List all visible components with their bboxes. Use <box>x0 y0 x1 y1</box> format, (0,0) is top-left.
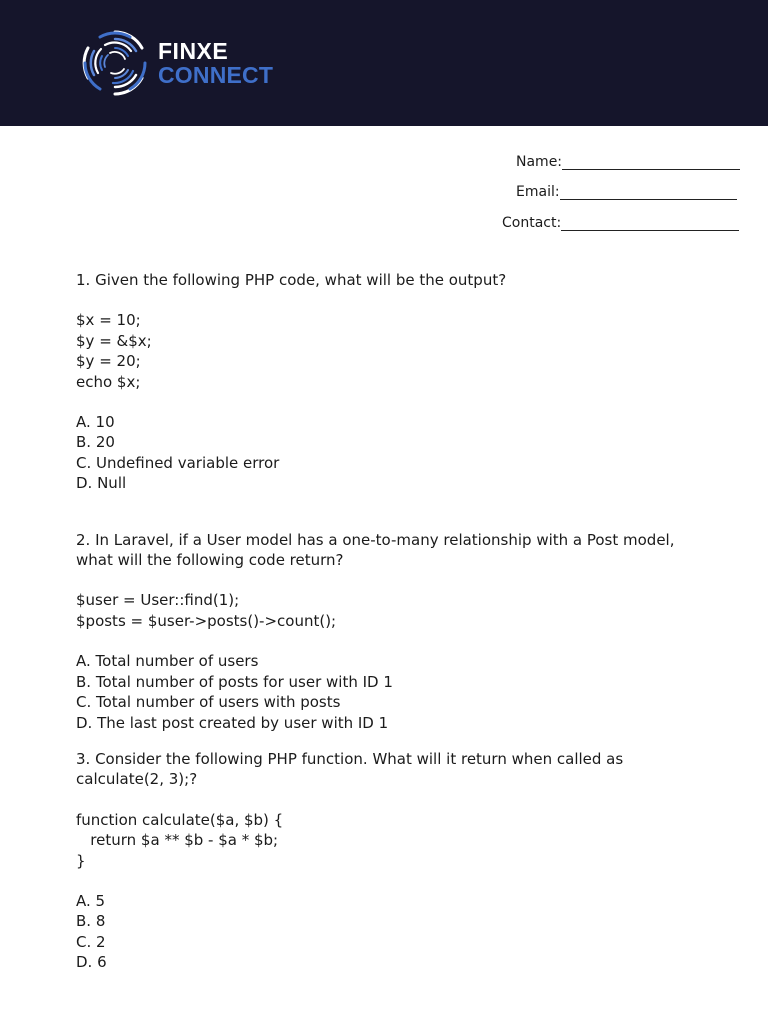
question-3 <box>76 749 696 973</box>
answer-option: C. 2 <box>76 932 106 951</box>
brand-line2: CONNECT <box>158 61 274 88</box>
answer-option: A. Total number of users <box>76 652 259 671</box>
question-prompt: 2. In Laravel, if a User model has a one-to-many relationship with a Post model, what will the following code return? <box>76 530 675 570</box>
answer-option: D. The last post created by user with ID 1 <box>76 713 389 732</box>
code-line: $posts = $user->posts()->count(); <box>76 611 337 630</box>
answer-option: B. 20 <box>76 433 115 452</box>
code-line: function calculate($a, $b) { <box>76 810 284 829</box>
answer-option: C. Total number of users with posts <box>76 693 341 712</box>
quiz-content <box>76 270 696 973</box>
code-line: $x = 10; <box>76 311 141 330</box>
contact-field-line[interactable] <box>561 216 739 231</box>
answer-option: D. Null <box>76 474 127 493</box>
question-prompt: 1. Given the following PHP code, what will be the output? <box>76 271 507 289</box>
contact-label: Contact: <box>502 215 562 231</box>
email-field-line[interactable] <box>560 185 737 200</box>
answer-option: C. Undefined variable error <box>76 453 280 472</box>
name-field-line[interactable] <box>562 155 740 170</box>
email-field-row <box>516 184 737 200</box>
question-1 <box>76 270 696 494</box>
code-line: $user = User::find(1); <box>76 591 240 610</box>
code-line: $y = 20; <box>76 352 141 371</box>
answer-option: A. 5 <box>76 891 106 910</box>
answer-option: A. 10 <box>76 413 115 432</box>
code-line: echo $x; <box>76 372 141 391</box>
brand-line1: FINXE <box>158 37 229 64</box>
question-prompt: 3. Consider the following PHP function. What will it return when called as calculate(2, 3);? <box>76 749 624 789</box>
code-line: $y = &$x; <box>76 331 152 350</box>
contact-field-row <box>502 215 739 231</box>
contact-info-block <box>0 0 768 240</box>
name-field-row <box>516 154 740 170</box>
name-label: Name: <box>516 154 563 170</box>
code-line: return $a ** $b - $a * $b; <box>76 831 279 850</box>
question-2 <box>76 530 696 733</box>
answer-option: B. Total number of posts for user with ID 1 <box>76 672 393 691</box>
code-line: } <box>76 851 86 870</box>
email-label: Email: <box>516 184 560 200</box>
answer-option: B. 8 <box>76 912 106 931</box>
answer-option: D. 6 <box>76 953 107 972</box>
